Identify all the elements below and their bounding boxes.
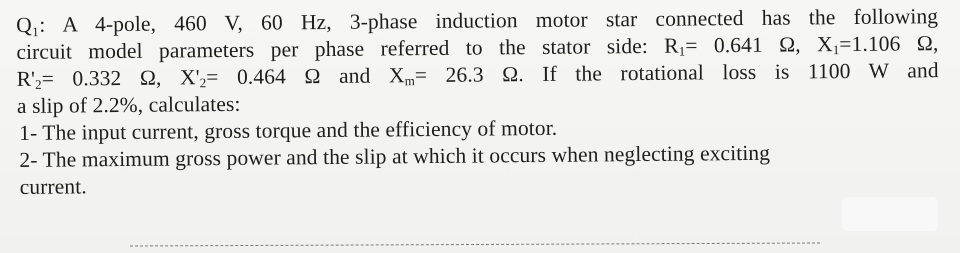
question-line-3: $R'_2= 0.332$ Ω, $X'_2= 0.464$ Ω and $X_m= 26.3$ Ω. If the rotational loss is 1100 W and: [16, 58, 939, 92]
question-text-1: A 4-pole, 460 V, 60 Hz, 3-phase induction motor star connected has the following: [62, 4, 939, 37]
question-number: Q₁:: [16, 12, 46, 37]
question-line-4: a slip of 2.2%, calculates:: [16, 91, 241, 118]
dashed-underline: [130, 242, 820, 246]
task-item-2-continued: current.: [19, 174, 87, 199]
redaction-patch: [842, 197, 938, 231]
question-line-2: circuit model parameters per phase referred to the stator side: $R_1= 0.641$ Ω, $X_1=1.106$ Ω,: [16, 31, 939, 64]
question-block: [16, 3, 948, 201]
task-item-1: 1- The input current, gross torque and the efficiency of motor.: [19, 115, 558, 145]
task-item-2: 2- The maximum gross power and the slip at which it occurs when neglecting exciting: [19, 140, 771, 172]
